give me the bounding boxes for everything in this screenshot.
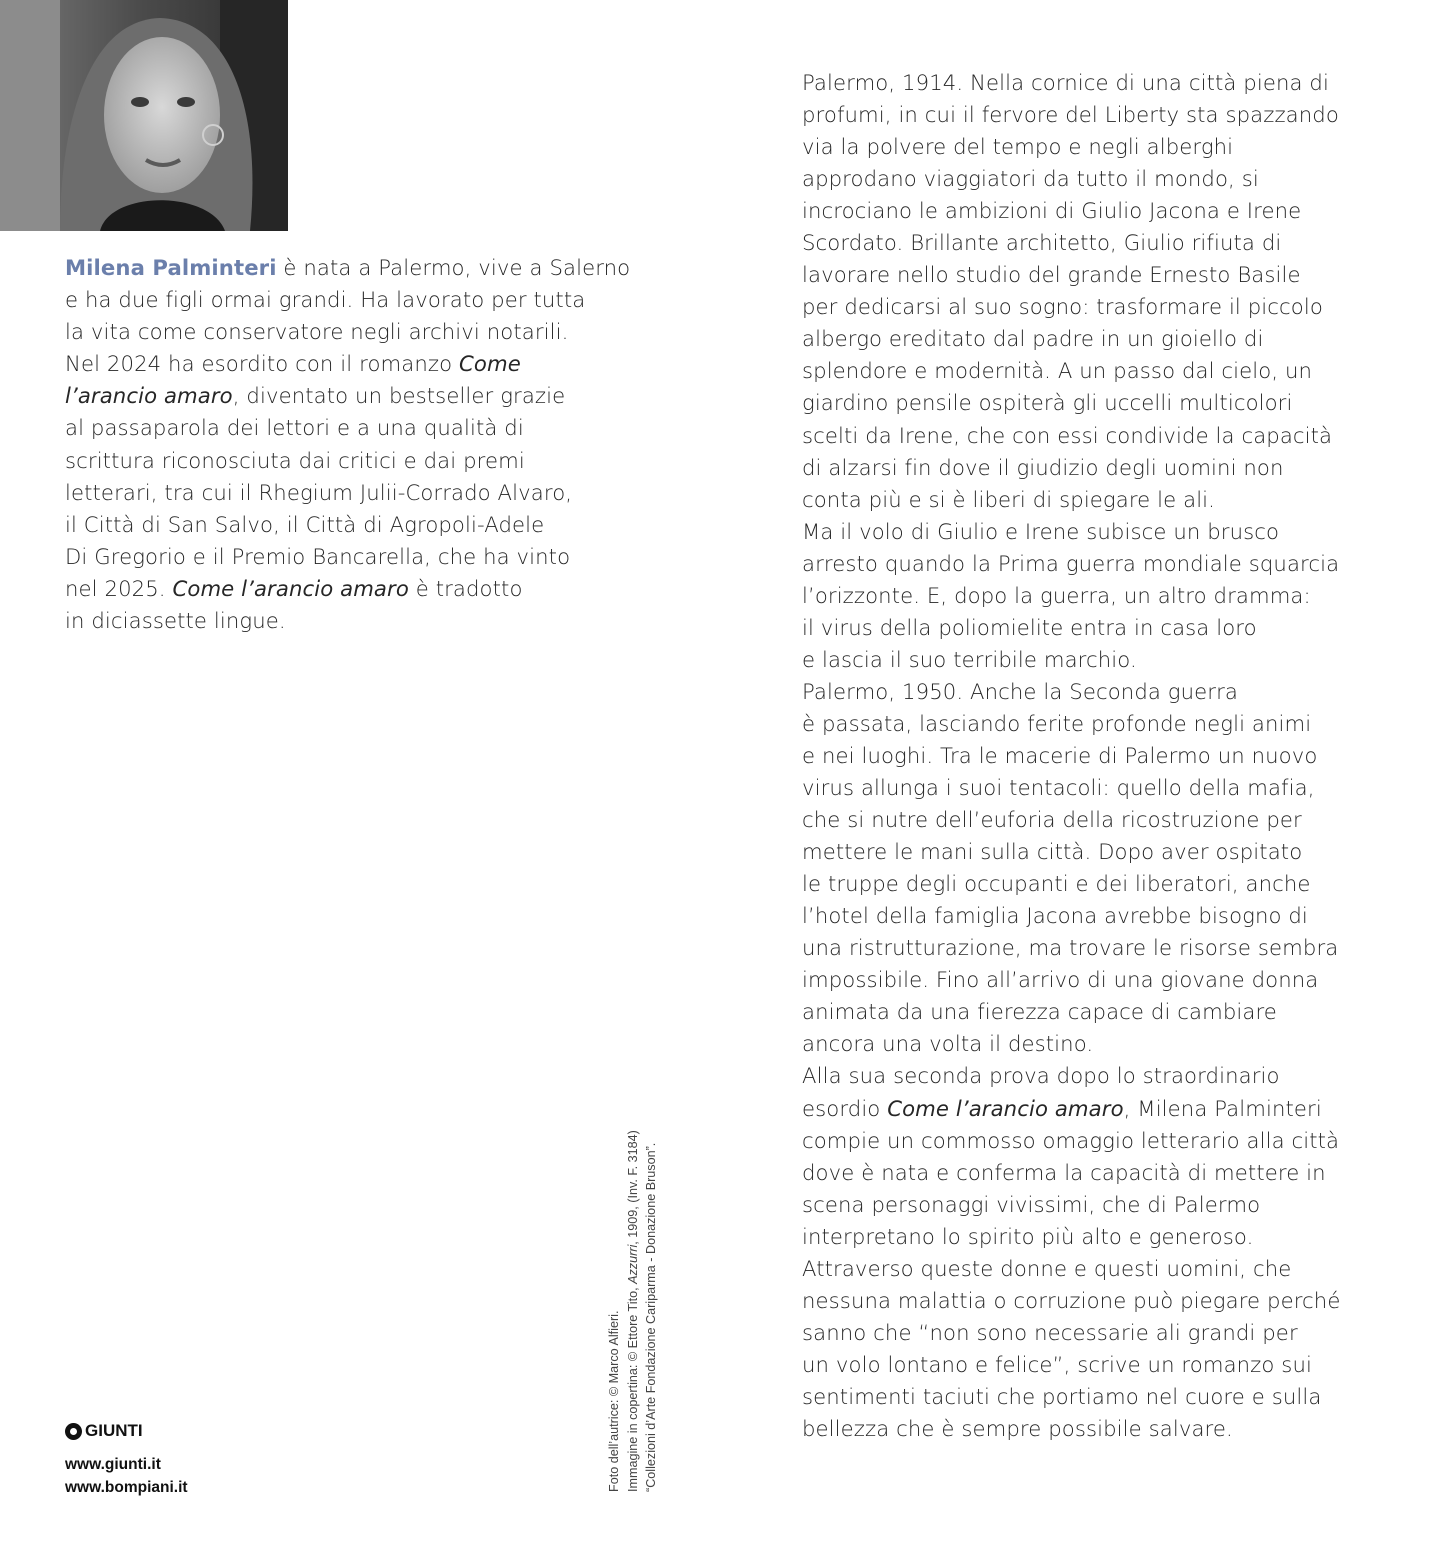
blurb-p4-text-b: , Milena Palminteri compie un commosso omaggio letterario alla città dove è nata e conferma la capacità di mettere in scena personaggi vivissimi, che di Palermo interpretano lo spirito più alto e generoso. Attraverso queste donne e questi uomini, che nessuna malattia o corruzione può piegare perché sanno che “non sono necessarie ali grandi per un volo lontano e felice”, scrive un romanzo sui sentimenti taciuti che portiamo nel cuore e sulla bellezza che è sempre possibile salvare. xyxy=(802,1095,1341,1441)
publisher-logo-text: GIUNTI xyxy=(85,1421,143,1440)
credit-line-photo: Foto dell’autrice: © Marco Alfieri. xyxy=(607,1310,621,1492)
blurb-p4-text-a: Alla sua seconda prova dopo lo straordinario esordio xyxy=(802,1063,1280,1121)
website-giunti-link[interactable]: www.giunti.it xyxy=(65,1456,161,1473)
publisher-logo xyxy=(65,1421,143,1441)
blurb-paragraph-1: Palermo, 1914. Nella cornice di una città piena di profumi, in cui il fervore del Liberty sta spazzando via la polvere del tempo e negli alberghi approdano viaggiatori da tutto il mondo, si incrociano le ambizioni di Giulio Jacona e Irene Scordato. Brillante architetto, Giulio rifiuta di lavorare nello studio del grande Ernesto Basile per dedicarsi al suo sogno: trasformare il piccolo albergo ereditato dal padre in un gioiello di splendore e modernità. A un passo dal cielo, un giardino pensile ospiterà gli uccelli multicolori scelti da Irene, che con essi condivide la capacità di alzarsi fin dove il giudizio degli uomini non conta più e si è liberi di spiegare le ali. xyxy=(802,70,1339,512)
bio-book-title-1: Come l’arancio amaro xyxy=(65,351,521,409)
bio-book-title-2: Come l’arancio amaro xyxy=(172,575,409,601)
blurb-book-title: Come l’arancio amaro xyxy=(887,1095,1124,1121)
credit-line-collection: “Collezioni d’Arte Fondazione Cariparma - Donazione Bruson”. xyxy=(644,1142,658,1492)
author-name: Milena Palminteri xyxy=(65,255,277,280)
credit-line-cover xyxy=(624,1092,643,1492)
image-credits xyxy=(605,1092,661,1492)
credit-cover-title: Azzurri xyxy=(625,1244,640,1284)
book-blurb xyxy=(802,67,1402,1445)
credit-cover-text-a: Immagine in copertina: © Ettore Tito, xyxy=(625,1283,640,1492)
bio-text-2: , diventato un bestseller grazie al passaparola dei lettori e a una qualità di scrittura riconosciuta dai critici e dai premi letterari, tra cui il Rhegium Julii-Corrado Alvaro, il Città di San Salvo, il Città di Agropoli-Adele Di Gregorio e il Premio Bancarella, che ha vinto nel 2025. xyxy=(65,383,573,601)
blurb-paragraph-4 xyxy=(802,1060,1402,1445)
giunti-logo-icon xyxy=(65,1423,82,1440)
credit-cover-text-b: , 1909, (Inv. F. 3184) xyxy=(625,1130,640,1245)
blurb-paragraph-3: Palermo, 1950. Anche la Seconda guerra è passata, lasciando ferite profonde negli animi e nei luoghi. Tra le macerie di Palermo un nuovo virus allunga i suoi tentacoli: quello della mafia, che si nutre dell’euforia della ricostruzione per mettere le mani sulla città. Dopo aver ospitato le truppe degli occupanti e dei liberatori, anche l’hotel della famiglia Jacona avrebbe bisogno di una ristrutturazione, ma trovare le risorse sembra impossibile. Fino all’arrivo di una giovane donna animata da una fierezza capace di cambiare ancora una volta il destino. xyxy=(802,678,1339,1057)
website-bompiani-link[interactable]: www.bompiani.it xyxy=(65,1479,188,1496)
author-biography xyxy=(65,252,645,637)
bio-text-1: è nata a Palermo, vive a Salerno e ha due figli ormai grandi. Ha lavorato per tutta la vita come conservatore negli archivi notarili. Nel 2024 ha esordito con il romanzo xyxy=(65,255,631,377)
author-portrait-image xyxy=(0,0,288,231)
bio-text-3: è tradotto in diciassette lingue. xyxy=(65,575,523,634)
publisher-websites xyxy=(65,1453,188,1499)
author-photo xyxy=(0,0,288,231)
blurb-paragraph-2: Ma il volo di Giulio e Irene subisce un brusco arresto quando la Prima guerra mondiale squarcia l’orizzonte. E, dopo la guerra, un altro dramma: il virus della poliomielite entra in casa loro e lascia il suo terribile marchio. xyxy=(802,518,1340,672)
